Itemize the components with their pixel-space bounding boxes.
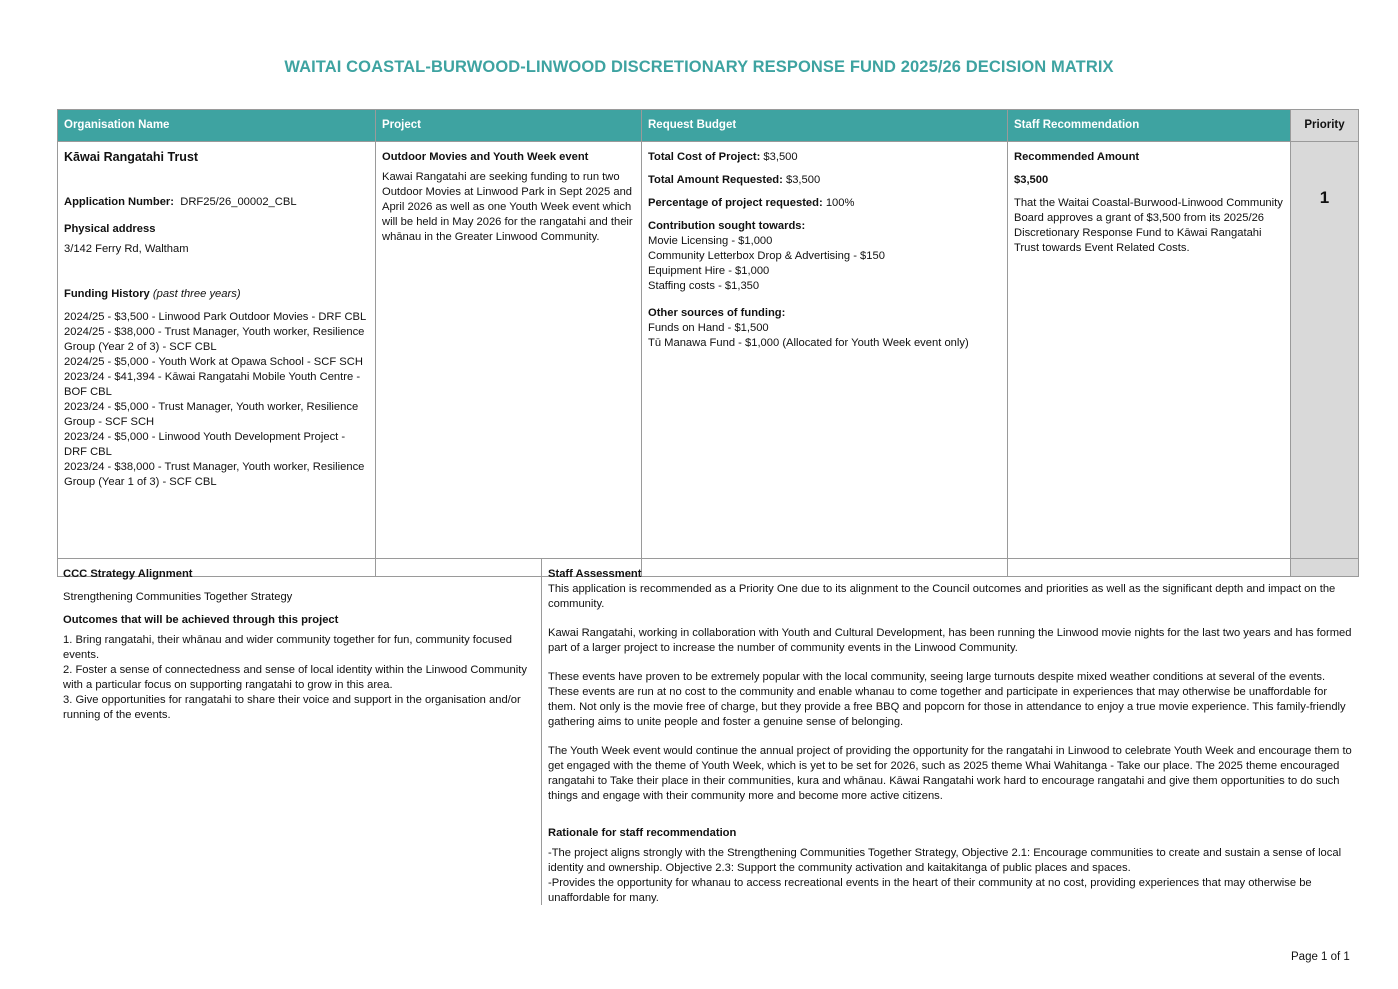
list-item: Funds on Hand - $1,500 <box>648 322 769 334</box>
list-item: 2023/24 - $41,394 - Kāwai Rangatahi Mobile Youth Centre - BOF CBL <box>64 371 361 398</box>
rationale-item: -The project aligns strongly with the Strengthening Communities Together Strategy, Objective 2.1: Encourage communities to create and sustain a sense of local identity and ownership. Objective 2.3: Support the community activation and kaitakitanga of public places and spaces. <box>548 847 1342 874</box>
project-name: Outdoor Movies and Youth Week event <box>382 151 589 163</box>
outcomes-heading: Outcomes that will be achieved through this project <box>63 614 339 626</box>
strategy-name: Strengthening Communities Together Strategy <box>63 591 293 603</box>
list-item: Staffing costs - $1,350 <box>648 280 760 292</box>
total-cost-line <box>648 150 1001 165</box>
other-sources-list <box>648 321 1001 351</box>
organisation-cell <box>58 142 376 577</box>
budget-cell <box>642 142 1008 577</box>
application-number: DRF25/26_00002_CBL <box>180 196 297 208</box>
rationale-heading: Rationale for staff recommendation <box>548 827 737 839</box>
contribution-label: Contribution sought towards: <box>648 220 806 232</box>
application-number-line <box>64 195 369 210</box>
recommended-amount: $3,500 <box>1014 174 1049 186</box>
total-cost-label: Total Cost of Project: <box>648 151 761 163</box>
application-number-label: Application Number: <box>64 196 175 208</box>
assessment-paragraph: These events have proven to be extremely popular with the local community, seeing large turnouts despite mixed weather conditions at several of the events. These events are run at no cost to the community and enable whanau to come together and participate in experiences that may otherwise be unaffordable for them. Not only is the movie free of charge, but they provide a free BBQ and popcorn for those in attendance to enjoy a true movie experience. This family-friendly gathering aims to unite people and foster a genuine sense of belonging. <box>548 671 1346 728</box>
priority-value: 1 <box>1291 142 1359 577</box>
header-priority: Priority <box>1291 110 1359 142</box>
funding-history-list <box>64 310 369 490</box>
percentage: 100% <box>825 197 855 209</box>
project-description: Kawai Rangatahi are seeking funding to run two Outdoor Movies at Linwood Park in Sept 2025 and April 2026 as well as one Youth Week event which will be held in May 2026 for the rangatahi and their whānau in the Greater Linwood Community. <box>382 171 633 243</box>
funding-history-note: (past three years) <box>152 288 241 300</box>
assessment-section <box>57 558 1358 904</box>
list-item: Tū Manawa Fund - $1,000 (Allocated for Youth Week event only) <box>648 337 969 349</box>
strategy-heading: CCC Strategy Alignment <box>63 568 193 580</box>
total-requested: $3,500 <box>785 174 821 186</box>
total-requested-line <box>648 173 1001 188</box>
table-header-row <box>58 110 1359 142</box>
list-item: 2023/24 - $38,000 - Trust Manager, Youth worker, Resilience Group (Year 1 of 3) - SCF CBL <box>64 461 365 488</box>
outcomes-list <box>63 633 533 723</box>
assessment-paragraph: Kawai Rangatahi, working in collaboration with Youth and Cultural Development, has been running the Linwood movie nights for the last two years and has formed part of a larger project to increase the number of community events in the Linwood Community. <box>548 627 1352 654</box>
percentage-line <box>648 196 1001 211</box>
recommendation-text: That the Waitai Coastal-Burwood-Linwood Community Board approves a grant of $3,500 from its 2025/26 Discretionary Response Fund to Kāwai Rangatahi Trust towards Event Related Costs. <box>1014 197 1283 254</box>
list-item: 2024/25 - $5,000 - Youth Work at Opawa School - SCF SCH <box>64 356 363 368</box>
list-item: Equipment Hire - $1,000 <box>648 265 770 277</box>
header-recommendation: Staff Recommendation <box>1008 110 1291 142</box>
list-item: 2023/24 - $5,000 - Trust Manager, Youth worker, Resilience Group - SCF SCH <box>64 401 359 428</box>
total-requested-label: Total Amount Requested: <box>648 174 783 186</box>
list-item: Movie Licensing - $1,000 <box>648 235 773 247</box>
list-item: 1. Bring rangatahi, their whānau and wider community together for fun, community focused events. <box>63 634 512 661</box>
list-item: 2024/25 - $3,500 - Linwood Park Outdoor Movies - DRF CBL <box>64 311 367 323</box>
list-item: 2. Foster a sense of connectedness and sense of local identity within the Linwood Community with a particular focus on supporting rangatahi to grow in this area. <box>63 664 527 691</box>
list-item: Community Letterbox Drop & Advertising - $150 <box>648 250 885 262</box>
percentage-label: Percentage of project requested: <box>648 197 823 209</box>
column-divider <box>541 559 542 905</box>
address-label: Physical address <box>64 223 156 235</box>
decision-matrix-table <box>57 109 1359 577</box>
funding-history-label: Funding History <box>64 288 150 300</box>
document-title: WAITAI COASTAL-BURWOOD-LINWOOD DISCRETIONARY RESPONSE FUND 2025/26 DECISION MATRIX <box>284 58 1114 76</box>
list-item: 2023/24 - $5,000 - Linwood Youth Development Project - DRF CBL <box>64 431 346 458</box>
strategy-alignment <box>63 567 533 723</box>
page-number: Page 1 of 1 <box>1291 951 1350 963</box>
assessment-paragraph: This application is recommended as a Priority One due to its alignment to the Council outcomes and priorities as well as the significant depth and impact on the community. <box>548 583 1336 610</box>
header-budget: Request Budget <box>642 110 1008 142</box>
other-sources-label: Other sources of funding: <box>648 307 786 319</box>
project-cell <box>376 142 642 577</box>
rationale-item: -Provides the opportunity for whanau to access recreational events in the heart of their community at no cost, providing experiences that may otherwise be unaffordable for many. <box>548 877 1312 904</box>
recommendation-cell <box>1008 142 1291 577</box>
funding-history-heading <box>64 287 369 302</box>
list-item: 2024/25 - $38,000 - Trust Manager, Youth worker, Resilience Group (Year 2 of 3) - SCF CBL <box>64 326 365 353</box>
assessment-heading: Staff Assessment <box>548 568 642 580</box>
organisation-name: Kāwai Rangatahi Trust <box>64 150 199 164</box>
header-project: Project <box>376 110 642 142</box>
list-item: 3. Give opportunities for rangatahi to share their voice and support in the organisation and/or running of the events. <box>63 694 521 721</box>
contribution-list <box>648 234 1001 294</box>
table-row <box>58 142 1359 577</box>
total-cost: $3,500 <box>763 151 798 163</box>
assessment-paragraph: The Youth Week event would continue the annual project of providing the opportunity for the rangatahi in Linwood to celebrate Youth Week and encourage them to get engaged with the theme of Youth Week, which is yet to be set for 2026, such as 2025 theme Whai Wahitanga - Take our place. The 2025 theme encouraged rangatahi to Take their place in their communities, kura and whānau. Kāwai Rangatahi work hard to encourage rangatahi and give them opportunities to do such things and engage with their community more and become more active citizens. <box>548 745 1352 802</box>
recommended-amount-label: Recommended Amount <box>1014 151 1140 163</box>
staff-assessment <box>548 567 1353 906</box>
header-organisation: Organisation Name <box>58 110 376 142</box>
address: 3/142 Ferry Rd, Waltham <box>64 243 189 255</box>
